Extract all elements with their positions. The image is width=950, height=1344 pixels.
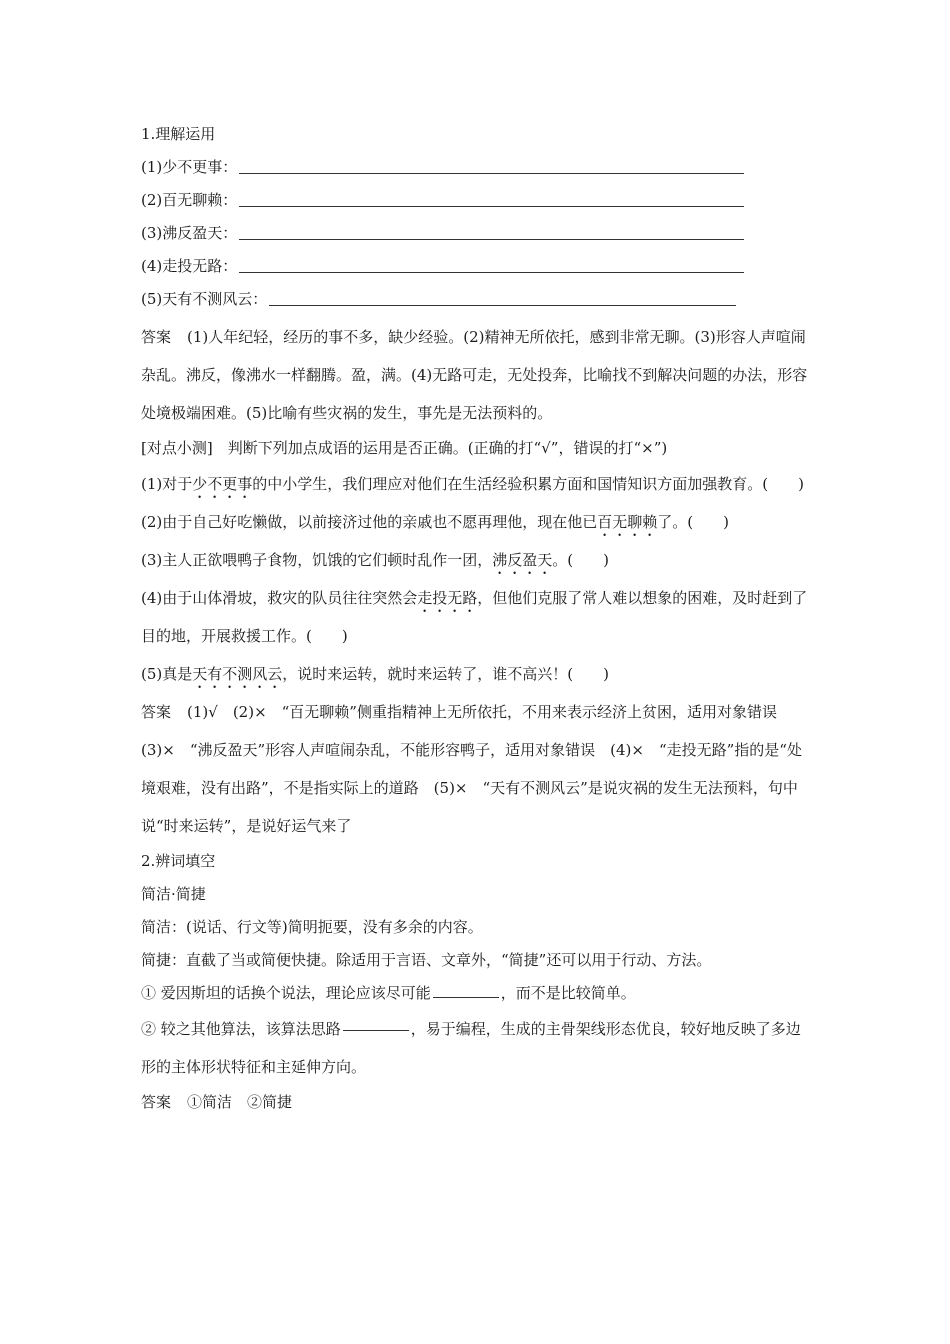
answer-text: (1)√ (2)× “百无聊赖”侧重指精神上无所依托，不用来表示经济上贫困，适用对象错误 (3)× “沸反盈天”形容人声喧闹杂乱，不能形容鸭子，适用对象错误 (4)× “走投无路”指的是“处境艰难，没有出路”，不是指实际上的道路 (5)× “天有不测风云”是说灾祸的发生无法预料，句中说“时来运转”，是说好运气来了 [141, 703, 802, 835]
sentence-text: ，易于编程，生成的主骨架线形态优良，较好地反映了多边形的主体形状特征和主延伸方向。 [141, 1020, 801, 1076]
answer-blank[interactable] [239, 151, 744, 174]
dotted-idiom: 走投无路 [417, 589, 478, 607]
dotted-idiom: 沸反盈天 [492, 551, 553, 569]
answer-2 [141, 693, 811, 845]
question-text: (5)真是 [141, 665, 193, 683]
item-label: (2)百无聊赖： [141, 191, 238, 209]
answer-label: 答案 [141, 1093, 172, 1111]
answer-blank[interactable] [269, 283, 736, 306]
answer-blank[interactable] [239, 184, 744, 207]
question-text: (4)由于山体滑坡，救灾的队员往往突然会 [141, 589, 418, 607]
item-label: (1)少不更事： [141, 158, 238, 176]
item-label: (5)天有不测风云： [141, 290, 268, 308]
word-pair: 简洁·简捷 [141, 885, 206, 903]
answer-text: (1)人年纪轻，经历的事不多，缺少经验。(2)精神无所依托，感到非常无聊。(3)形容人声喧闹杂乱。沸反，像沸水一样翻腾。盈，满。(4)无路可走，无处投奔，比喻找不到解决问题的办法，形容处境极端困难。(5)比喻有些灾祸的发生，事先是无法预料的。 [141, 328, 808, 422]
item-label: (3)沸反盈天： [141, 224, 238, 242]
test-title: [对点小测] 判断下列加点成语的运用是否正确。(正确的打“√”，错误的打“×”) [141, 439, 668, 457]
answer-3 [141, 1086, 811, 1119]
question-text: ，但他们克服了常人难以想象的困难，及时赶到了目的地，开展救援工作。( ) [141, 589, 808, 645]
fill-line-1 [141, 151, 811, 184]
question-1 [141, 465, 811, 503]
sentence-text: ① 爱因斯坦的话换个说法，理论应该尽可能 [141, 984, 431, 1002]
fill-blank[interactable] [433, 977, 499, 998]
sentence-1 [141, 977, 811, 1010]
section-heading: 1.理解运用 [141, 125, 216, 143]
question-text: 了。( ) [657, 513, 729, 531]
fill-line-2 [141, 184, 811, 217]
fill-blank[interactable] [343, 1010, 409, 1031]
answer-1 [141, 318, 811, 432]
dotted-idiom: 少不更事 [192, 475, 253, 493]
question-text: ，说时来运转，就时来运转了，谁不高兴！( ) [282, 665, 609, 683]
item-label: (4)走投无路： [141, 257, 238, 275]
question-text: (1)对于 [141, 475, 193, 493]
question-2 [141, 503, 811, 541]
definition-1: 简洁：(说话、行文等)简明扼要，没有多余的内容。 [141, 918, 483, 936]
answer-label: 答案 [141, 703, 172, 721]
definition-2: 简捷：直截了当或简便快捷。除适用于言语、文章外，“简捷”还可以用于行动、方法。 [141, 951, 712, 969]
fill-line-3 [141, 217, 811, 250]
sentence-text: ，而不是比较简单。 [500, 984, 636, 1002]
dotted-idiom: 天有不测风云 [192, 665, 283, 683]
answer-blank[interactable] [239, 250, 744, 273]
question-4 [141, 579, 811, 655]
fill-line-4 [141, 250, 811, 283]
question-3 [141, 541, 811, 579]
question-5 [141, 655, 811, 693]
question-text: 的中小学生，我们理应对他们在生活经验积累方面和国情知识方面加强教育。( ) [252, 475, 804, 493]
section-heading: 2.辨词填空 [141, 852, 216, 870]
dotted-idiom: 百无聊赖 [597, 513, 658, 531]
question-text: (3)主人正欲喂鸭子食物，饥饿的它们顿时乱作一团， [141, 551, 493, 569]
answer-text: ①简洁 ②简捷 [187, 1093, 293, 1111]
question-text: (2)由于自己好吃懒做，以前接济过他的亲戚也不愿再理他，现在他已 [141, 513, 598, 531]
answer-blank[interactable] [239, 217, 744, 240]
sentence-2 [141, 1010, 811, 1086]
fill-line-5 [141, 283, 811, 316]
answer-label: 答案 [141, 328, 172, 346]
document-page [141, 118, 811, 1119]
question-text: 。( ) [552, 551, 609, 569]
sentence-text: ② 较之其他算法，该算法思路 [141, 1020, 341, 1038]
